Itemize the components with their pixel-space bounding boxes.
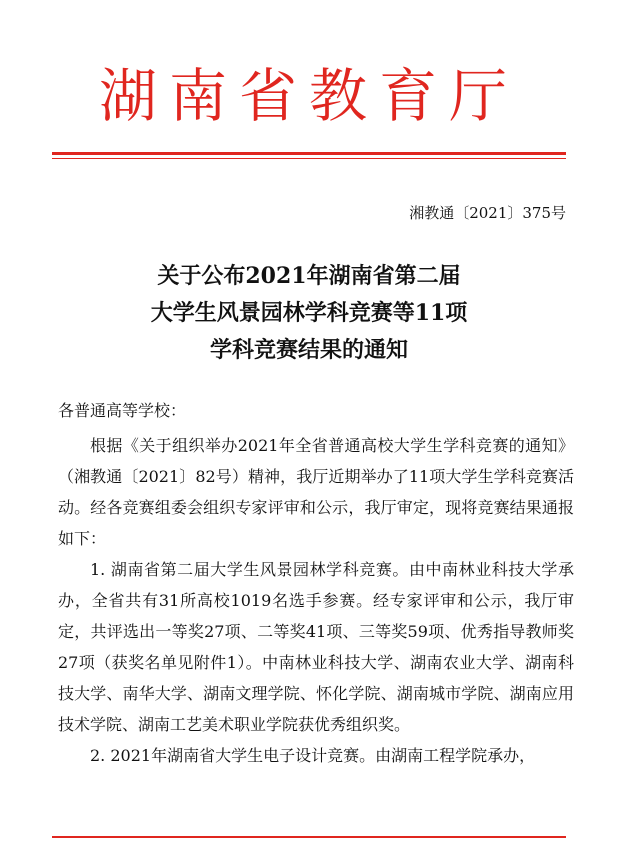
- document-body: [58, 430, 574, 771]
- document-title-line-3: 学科竞赛结果的通知: [209, 337, 408, 363]
- agency-header-title: 湖南省教育厅: [98, 62, 519, 130]
- document-title-line-2: 大学生风景园林学科竞赛等11项: [150, 300, 468, 326]
- document-title-line-1: 关于公布2021年湖南省第二届: [157, 263, 461, 289]
- document-number: 湘教通〔2021〕375号: [409, 204, 566, 222]
- paragraph-item-1: 1. 湖南省第二届大学生风景园林学科竞赛。由中南林业科技大学承办，全省共有31所高校1019名选手参赛。经专家评审和公示，我厅审定，共评选出一等奖27项、二等奖41项、三等奖59项、优秀指导教师奖27项（获奖名单见附件1）。中南林业科技大学、湖南农业大学、湖南科技大学、南华大学、湖南文理学院、怀化学院、湖南城市学院、湖南应用技术学院、湖南工艺美术职业学院获优秀组织奖。: [58, 560, 574, 734]
- document-title: [0, 258, 618, 369]
- paragraph-intro: 根据《关于组织举办2021年全省普通高校大学生学科竞赛的通知》（湘教通〔2021〕82号）精神，我厅近期举办了11项大学生学科竞赛活动。经各竞赛组委会组织专家评审和公示，我厅审定，现将竞赛结果通报如下：: [58, 436, 574, 548]
- header-rule-thick: [52, 152, 566, 155]
- paragraph-item-2: 2. 2021年湖南省大学生电子设计竞赛。由湖南工程学院承办，: [90, 746, 536, 765]
- salutation: 各普通高等学校：: [58, 401, 187, 420]
- header-rule-thin: [52, 158, 566, 159]
- page-bottom-rule: [52, 836, 566, 838]
